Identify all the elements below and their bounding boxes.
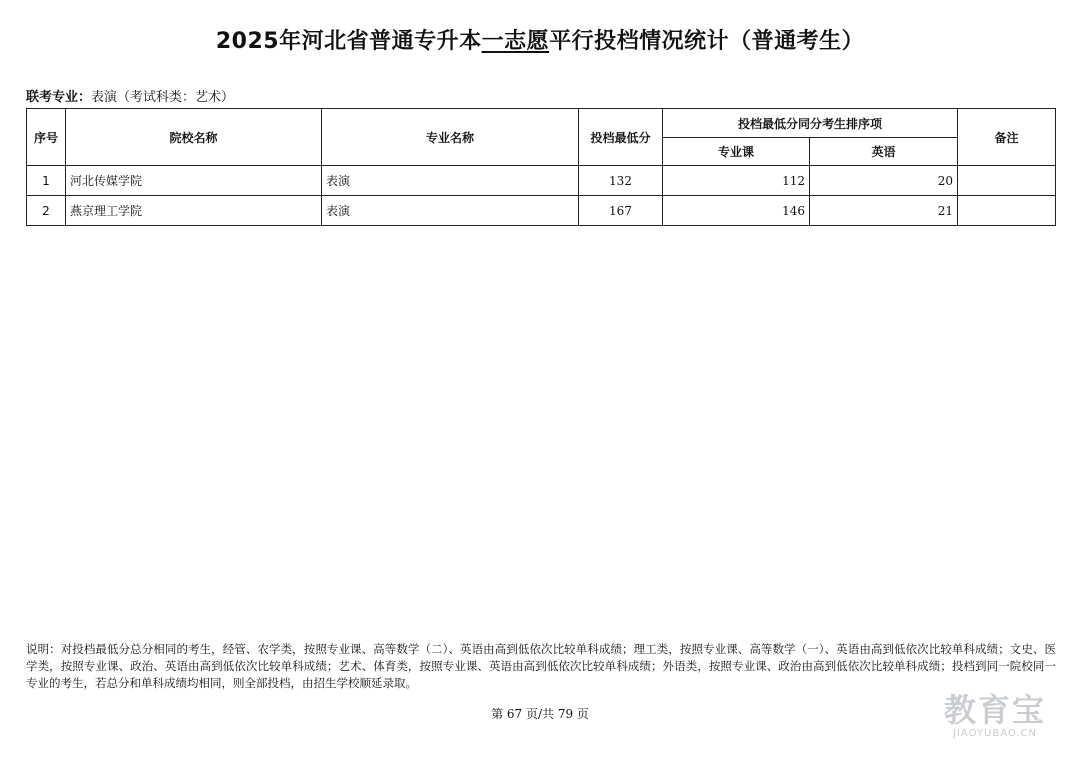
explanation-note: 说明：对投档最低分总分相同的考生，经管、农学类，按照专业课、高等数学（二）、英语由高到低依次比较单科成绩；理工类，按照专业课、高等数学（一）、英语由高到低依次比较单科成绩；文史、医学类，按照专业课、政治、英语由高到低依次比较单科成绩；艺术、体育类，按照专业课、英语由高到低依次比较单科成绩；外语类，按照专业课、政治由高到低依次比较单科成绩；投档到同一院校同一专业的考生，若总分和单科成绩均相同，则全部投档，由招生学校顺延录取。 (26, 642, 1056, 690)
header-index: 序号 (27, 109, 66, 166)
cell-min-score: 132 (579, 166, 663, 196)
cell-min-score: 167 (579, 196, 663, 226)
page-title (0, 24, 1080, 55)
header-major: 专业名称 (322, 109, 579, 166)
cell-remark (958, 166, 1056, 196)
header-english: 英语 (810, 138, 958, 166)
major-label: 联考专业： (26, 90, 92, 105)
admission-table (26, 108, 1056, 226)
header-tie-group: 投档最低分同分考生排序项 (663, 109, 958, 138)
cell-english: 20 (810, 166, 958, 196)
cell-major: 表演 (322, 196, 579, 226)
cell-remark (958, 196, 1056, 226)
cell-major: 表演 (322, 166, 579, 196)
header-school: 院校名称 (66, 109, 322, 166)
cell-english: 21 (810, 196, 958, 226)
cell-school: 燕京理工学院 (66, 196, 322, 226)
watermark-brand: 教育宝 (943, 691, 1046, 729)
cell-major-course: 146 (663, 196, 810, 226)
title-prefix: 2025年河北省普通专升本 (215, 29, 482, 54)
cell-major-course: 112 (663, 166, 810, 196)
cell-index: 2 (27, 196, 66, 226)
watermark-logo (930, 692, 1060, 739)
table-row (27, 166, 1056, 196)
table-row (27, 196, 1056, 226)
page-number: 第 67 页/共 79 页 (491, 707, 589, 721)
header-remark: 备注 (958, 109, 1056, 166)
header-major-course: 专业课 (663, 138, 810, 166)
major-line (26, 86, 234, 105)
watermark-url: JIAOYUBAO.CN (953, 728, 1037, 739)
cell-school: 河北传媒学院 (66, 166, 322, 196)
title-suffix: 平行投档情况统计（普通考生） (549, 29, 865, 54)
header-min-score: 投档最低分 (579, 109, 663, 166)
title-underlined: 一志愿 (481, 29, 550, 54)
cell-index: 1 (27, 166, 66, 196)
major-value: 表演（考试科类：艺术） (91, 90, 235, 105)
